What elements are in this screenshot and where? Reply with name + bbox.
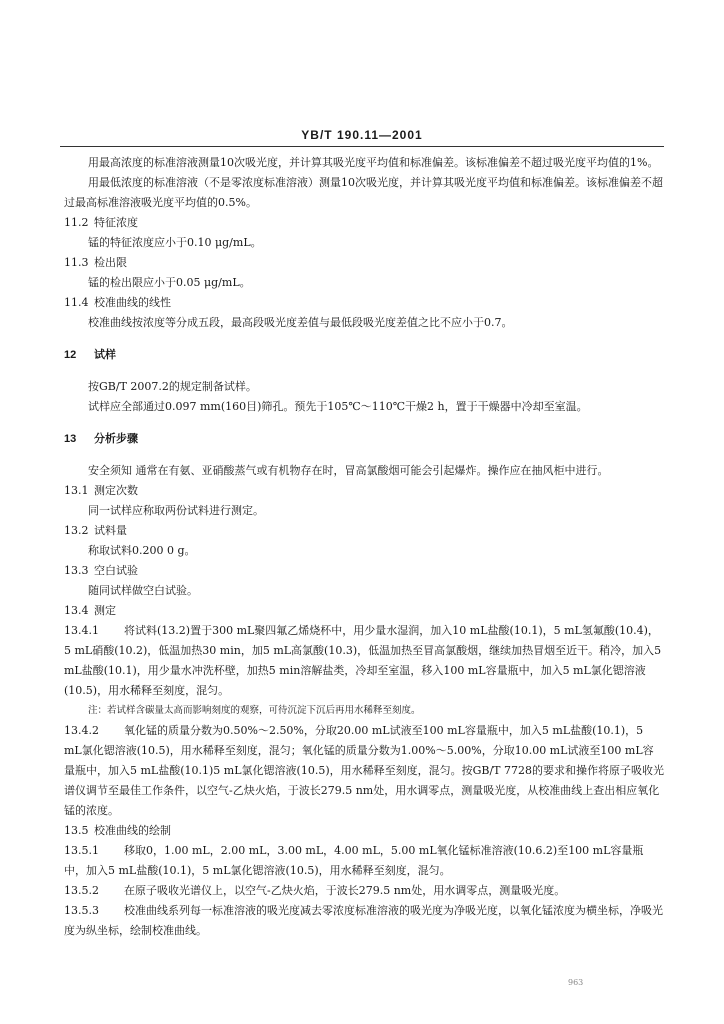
note: 注：若试样含碳量太高而影响刻度的观察，可待沉淀下沉后再用水稀释至刻度。	[88, 705, 421, 716]
section-title: 测定次数	[94, 484, 138, 497]
section-number: 13.2	[64, 524, 89, 537]
section-number: 13.5	[64, 824, 89, 837]
section-title: 在原子吸收光谱仪上，以空气-乙炔火焰，于波长279.5 nm处，用水调零点，测量吸光度。	[124, 884, 566, 897]
section-heading	[64, 721, 664, 821]
paragraph: 按GB/T 2007.2的规定制备试样。	[88, 380, 257, 393]
section-number: 11.3	[64, 256, 89, 269]
paragraph: 安全须知 通常在有氨、亚硝酸蒸气或有机物存在时，冒高氯酸烟可能会引起爆炸。操作应在抽风柜中进行。	[88, 464, 609, 477]
paragraph: 锰的特征浓度应小于0.10 μg/mL。	[88, 236, 262, 249]
section-title: 将试料(13.2)置于300 mL聚四氟乙烯烧杯中，用少量水湿润，加入10 mL盐酸(10.1)，5 mL氢氟酸(10.4)，5 mL硝酸(10.2)，低温加热30 min，加5 mL高氯酸(10.3)，低温加热至冒高氯酸烟，继续加热冒烟至近干。稍冷，加入5 mL盐酸(10.1)，用少量水冲洗杯壁，加热5 min溶解盐类，冷却至室温，移入100 mL容量瓶中，加入5 mL氯化锶溶液(10.5)，用水稀释至刻度，混匀。	[64, 624, 662, 697]
section-title: 校准曲线系列每一标准溶液的吸光度减去零浓度标准溶液的吸光度为净吸光度，以氧化锰浓度为横坐标，净吸光度为纵坐标，绘制校准曲线。	[64, 904, 663, 937]
section-heading	[64, 821, 664, 841]
section-number: 12	[64, 349, 77, 361]
paragraph: 校准曲线按浓度等分成五段，最高段吸光度差值与最低段吸光度差值之比不应小于0.7。	[88, 316, 513, 329]
section-heading	[64, 841, 664, 881]
section-number: 13.4.1	[64, 624, 99, 637]
page-number: 963	[568, 978, 584, 987]
section-heading	[64, 881, 664, 901]
section-title: 特征浓度	[94, 216, 138, 229]
section-number: 13.5.2	[64, 884, 99, 897]
paragraph: 随同试样做空白试验。	[88, 584, 198, 597]
section-number: 13.5.3	[64, 904, 99, 917]
section-title: 测定	[94, 604, 116, 617]
section-title: 校准曲线的线性	[94, 296, 171, 309]
spacer	[64, 417, 664, 429]
section-heading	[64, 481, 664, 501]
paragraph: 同一试样应称取两份试料进行测定。	[88, 504, 264, 517]
spacer	[64, 365, 664, 377]
page-header: YB/T 190.11—2001	[301, 128, 423, 142]
section-heading	[64, 293, 664, 313]
section-heading	[64, 621, 664, 701]
section-title: 氧化锰的质量分数为0.50%～2.50%，分取20.00 mL试液至100 mL容量瓶中，加入5 mL盐酸(10.1)，5 mL氯化锶溶液(10.5)，用水稀释至刻度，混匀；氧化锰的质量分数为1.00%～5.00%，分取10.00 mL试液至100 mL容量瓶中，加入5 mL盐酸(10.1)5 mL氯化锶溶液(10.5)，用水稀释至刻度，混匀。按GB/T 7728的要求和操作将原子吸收光谱仪调节至最佳工作条件，以空气-乙炔火焰，于波长279.5 nm处，用水调零点，测量吸光度，从校准曲线上查出相应氧化锰的浓度。	[64, 724, 665, 817]
section-heading	[64, 561, 664, 581]
section-number: 13.1	[64, 484, 89, 497]
paragraph: 用最低浓度的标准溶液（不是零浓度标准溶液）测量10次吸光度，并计算其吸光度平均值和标准偏差。该标准偏差不超过最高标准溶液吸光度平均值的0.5%。	[64, 176, 663, 209]
section-title: 试料量	[94, 524, 127, 537]
spacer	[64, 333, 664, 345]
section-number: 13.4	[64, 604, 89, 617]
header-rule	[60, 146, 664, 147]
section-number: 11.2	[64, 216, 89, 229]
section-title: 校准曲线的绘制	[94, 824, 171, 837]
section-heading	[64, 521, 664, 541]
section-number: 13.5.1	[64, 844, 99, 857]
document-body	[64, 153, 664, 941]
section-number: 13	[64, 433, 77, 445]
section-heading	[64, 601, 664, 621]
section-title: 移取0，1.00 mL，2.00 mL，3.00 mL，4.00 mL，5.00 mL氧化锰标准溶液(10.6.2)至100 mL容量瓶中，加入5 mL盐酸(10.1)，5 mL氯化锶溶液(10.5)，用水稀释至刻度，混匀。	[64, 844, 644, 877]
section-number: 11.4	[64, 296, 89, 309]
paragraph: 用最高浓度的标准溶液测量10次吸光度，并计算其吸光度平均值和标准偏差。该标准偏差不超过吸光度平均值的1%。	[88, 156, 659, 169]
section-title: 检出限	[94, 256, 127, 269]
spacer	[64, 449, 664, 461]
section-title: 空白试验	[94, 564, 138, 577]
section-title: 分析步骤	[94, 433, 138, 445]
section-heading	[64, 213, 664, 233]
section-heading	[64, 253, 664, 273]
paragraph: 试样应全部通过0.097 mm(160目)筛孔。预先于105℃～110℃干燥2 h，置于干燥器中冷却至室温。	[88, 400, 588, 413]
section-number: 13.4.2	[64, 724, 99, 737]
section-heading	[64, 345, 664, 365]
section-heading	[64, 429, 664, 449]
section-number: 13.3	[64, 564, 89, 577]
section-heading	[64, 901, 664, 941]
paragraph: 锰的检出限应小于0.05 μg/mL。	[88, 276, 251, 289]
paragraph: 称取试料0.200 0 g。	[88, 544, 196, 557]
section-title: 试样	[94, 349, 116, 361]
